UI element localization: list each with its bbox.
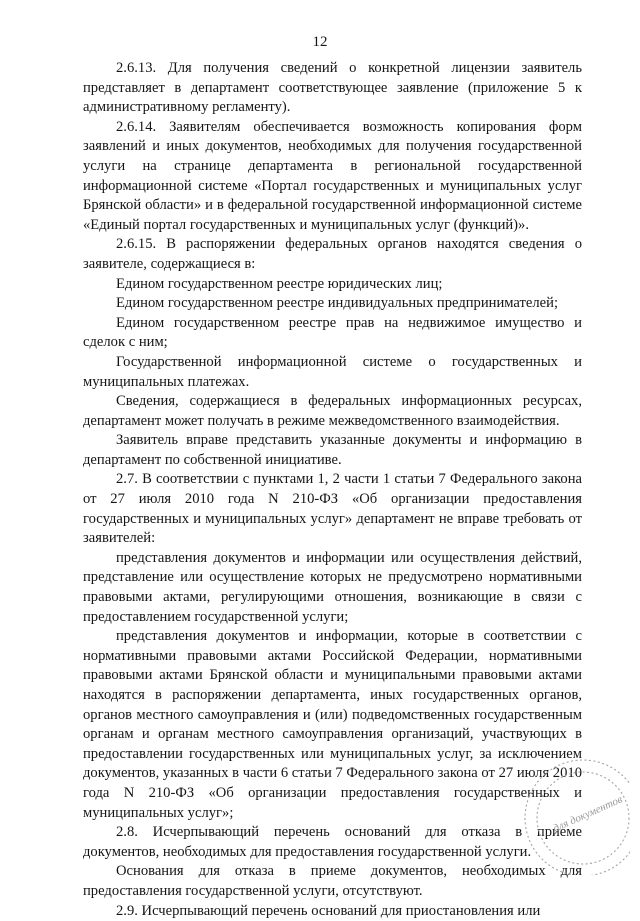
list-item-documents-actions: представления документов и информации или осуществления действий, представление или осуществление которых не предусмотрено нормативными правовыми актами, регулирующими отношения, возникающие в связи с предоставлением государственной услуги;: [83, 549, 582, 625]
paragraph-2-6-14: 2.6.14. Заявителям обеспечивается возможность копирования форм заявлений и иных документов, необходимых для получения государственной услуги на странице департамента в региональной государственной информационной системе «Портал государственных и муниципальных услуг Брянской области» и в федеральной государственной информационной системе «Единый портал государственных и муниципальных услуг (функций)».: [83, 118, 582, 233]
paragraph-2-7: 2.7. В соответствии с пунктами 1, 2 части 1 статьи 7 Федерального закона от 27 июля 2010 года N 210-ФЗ «Об организации предоставления государственных и муниципальных услуг» департамент не вправе требовать от заявителей:: [83, 471, 582, 547]
page-number: 12: [312, 34, 328, 50]
paragraph-2-6-15: 2.6.15. В распоряжении федеральных органов находятся сведения о заявителе, содержащиеся в:: [83, 236, 582, 272]
paragraph-2-8: 2.8. Исчерпывающий перечень оснований для отказа в приеме документов, необходимых для предоставления государственной услуги.: [83, 824, 582, 860]
list-item-payments-system: Государственной информационной системе о государственных и муниципальных платежах.: [83, 353, 582, 390]
list-item-legal-entities-registry: Едином государственном реестре юридических лиц;: [116, 275, 443, 292]
list-item-entrepreneurs-registry: Едином государственном реестре индивидуальных предпринимателей;: [116, 295, 558, 312]
document-body: [83, 59, 582, 921]
paragraph-own-initiative: Заявитель вправе представить указанные документы и информацию в департамент по собственной инициативе.: [83, 432, 582, 468]
paragraph-2-6-13: 2.6.13. Для получения сведений о конкретной лицензии заявитель представляет в департамент соответствующее заявление (приложение 5 к административному регламенту).: [83, 60, 582, 116]
paragraph-federal-resources: Сведения, содержащиеся в федеральных информационных ресурсах, департамент может получать в режиме межведомственного взаимодействия.: [83, 393, 582, 429]
paragraph-2-9: 2.9. Исчерпывающий перечень оснований для приостановления или: [116, 902, 541, 919]
svg-text:для документов: для документов: [551, 793, 625, 835]
paragraph-no-refusal-grounds: Основания для отказа в приеме документов, необходимых для предоставления государственной услуги, отсутствуют.: [83, 863, 582, 899]
list-item-real-estate-registry: Едином государственном реестре прав на недвижимое имущество и сделок с ним;: [83, 314, 582, 351]
list-item-documents-information: представления документов и информации, которые в соответствии с нормативными правовыми актами Российской Федерации, нормативными правовыми актами Брянской области и муниципальными правовыми актами находятся в распоряжении департамента, иных государственных органов, органов местного самоуправления и (или) подведомственных государственным органам и органам местного самоуправления организаций, участвующих в предоставлении государственных или муниципальных услуг, за исключением документов, указанных в части 6 статьи 7 Федерального закона от 27 июля 2010 года N 210-ФЗ «Об организации предоставления государственных и муниципальных услуг»;: [83, 628, 582, 821]
